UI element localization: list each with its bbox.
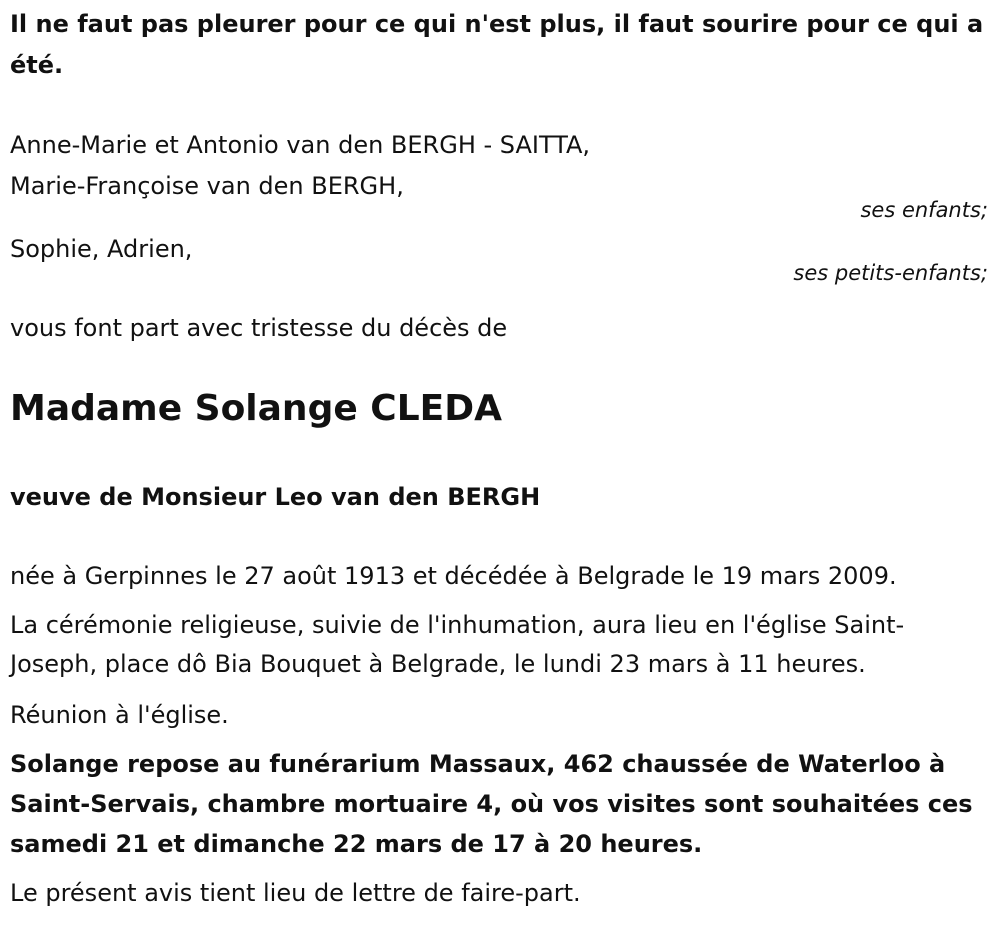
funeral-home-paragraph: Solange repose au funérarium Massaux, 462 chaussée de Waterloo à Saint-Servais, chambre mortuaire 4, où vos visites sont souhaitées ces samedi 21 et dimanche 22 mars de 17 à 20 heures. — [10, 750, 973, 858]
grandchildren-line: Sophie, Adrien, — [10, 235, 193, 263]
opening-quote: Il ne faut pas pleurer pour ce qui n'est plus, il faut sourire pour ce qui a été. — [10, 10, 984, 79]
announcement-text: vous font part avec tristesse du décès de — [10, 314, 508, 342]
widow-of-line: veuve de Monsieur Leo van den BERGH — [10, 483, 541, 511]
reunion-line: Réunion à l'église. — [10, 701, 229, 729]
closing-line: Le présent avis tient lieu de lettre de faire-part. — [10, 879, 581, 907]
children-line-1: Anne-Marie et Antonio van den BERGH - SAITTA, — [10, 131, 591, 159]
children-line-2: Marie-Françoise van den BERGH, — [10, 172, 404, 200]
deceased-name: Madame Solange CLEDA — [10, 388, 502, 429]
grandchildren-relation: ses petits-enfants; — [793, 261, 988, 285]
children-relation: ses enfants; — [860, 198, 988, 222]
birth-death-line: née à Gerpinnes le 27 août 1913 et décédée à Belgrade le 19 mars 2009. — [10, 562, 897, 590]
ceremony-paragraph: La cérémonie religieuse, suivie de l'inhumation, aura lieu en l'église Saint-Joseph, place dô Bia Bouquet à Belgrade, le lundi 23 mars à 11 heures. — [10, 611, 905, 678]
